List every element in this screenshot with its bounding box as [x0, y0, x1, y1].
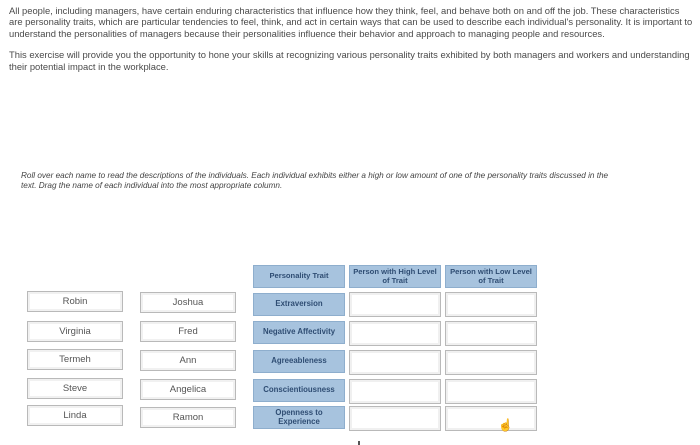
trait-agreeableness: Agreeableness — [253, 350, 345, 373]
name-angelica[interactable]: Angelica — [140, 379, 236, 400]
intro-paragraph-2: This exercise will provide you the opportunity to hone your skills at recognizing various personality traits exhibited by both managers and workers and understanding their potential impact in the workplace. — [9, 49, 690, 72]
trait-conscientiousness: Conscientiousness — [253, 379, 345, 402]
header-high-level: Person with High Level of Trait — [349, 265, 441, 288]
drop-zone-low-negative-affectivity[interactable] — [445, 321, 537, 346]
drop-zone-low-agreeableness[interactable] — [445, 350, 537, 375]
divider — [358, 441, 360, 445]
header-personality-trait: Personality Trait — [253, 265, 345, 288]
name-ann[interactable]: Ann — [140, 350, 236, 371]
name-ramon[interactable]: Ramon — [140, 407, 236, 428]
drop-zone-low-conscientiousness[interactable] — [445, 379, 537, 404]
name-linda[interactable]: Linda — [27, 405, 123, 426]
name-termeh[interactable]: Termeh — [27, 349, 123, 370]
trait-extraversion: Extraversion — [253, 293, 345, 316]
intro-text — [9, 5, 695, 82]
drop-zone-low-extraversion[interactable] — [445, 292, 537, 317]
drop-zone-low-openness[interactable] — [445, 406, 537, 431]
name-virginia[interactable]: Virginia — [27, 321, 123, 342]
trait-openness-to-experience: Openness to Experience — [253, 406, 345, 429]
drop-zone-high-negative-affectivity[interactable] — [349, 321, 441, 346]
hand-cursor-icon: ☝ — [498, 418, 513, 432]
trait-negative-affectivity: Negative Affectivity — [253, 321, 345, 344]
drop-zone-high-conscientiousness[interactable] — [349, 379, 441, 404]
name-steve[interactable]: Steve — [27, 378, 123, 399]
drop-zone-high-extraversion[interactable] — [349, 292, 441, 317]
drop-zone-high-openness[interactable] — [349, 406, 441, 431]
intro-paragraph-1: All people, including managers, have certain enduring characteristics that influence how they think, feel, and behave both on and off the job. These characteristics are personality traits, which are particular tendencies to feel, think, and act in certain ways that can be used to describe each individual's personality. It is important to understand the personalities of managers because their personalities influence their behavior and approach to managing people and resources. — [9, 5, 693, 39]
name-fred[interactable]: Fred — [140, 321, 236, 342]
drop-zone-high-agreeableness[interactable] — [349, 350, 441, 375]
name-robin[interactable]: Robin — [27, 291, 123, 312]
instructions: Roll over each name to read the descriptions of the individuals. Each individual exhibits either a high or low amount of one of the personality traits discussed in the text. Drag the name of each individual into the most appropriate column. — [21, 171, 609, 190]
name-joshua[interactable]: Joshua — [140, 292, 236, 313]
header-low-level: Person with Low Level of Trait — [445, 265, 537, 288]
